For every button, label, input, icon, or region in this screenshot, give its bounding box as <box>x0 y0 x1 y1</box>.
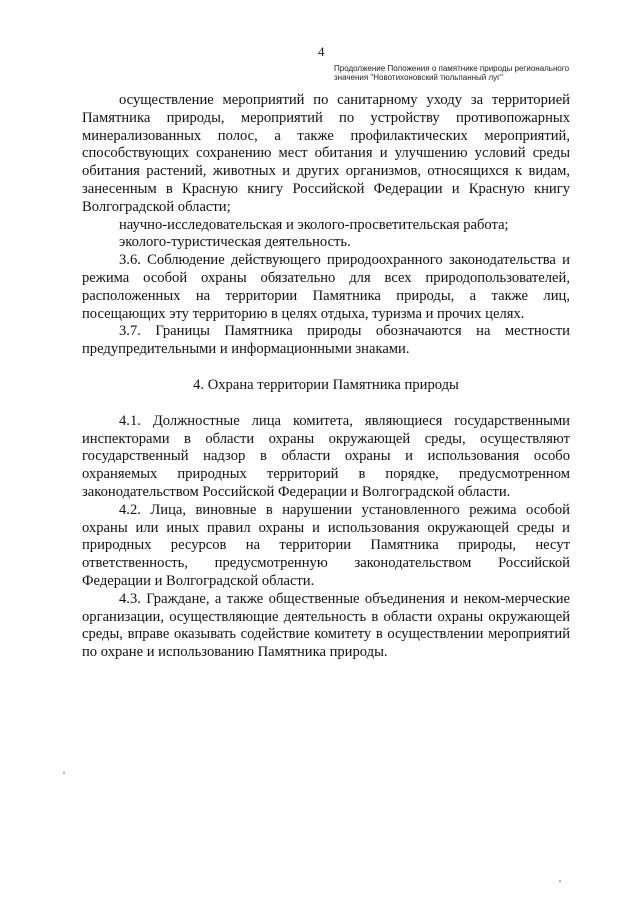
scan-speck <box>63 772 65 774</box>
section-heading: 4. Охрана территории Памятника природы <box>193 376 459 393</box>
paragraph-3-7: 3.7. Границы Памятника природы обозначаются на местности предупредительными и информационными знаками. <box>82 323 570 358</box>
paragraph-4-3: 4.3. Граждане, а также общественные объединения и неком-мерческие организации, осуществляющие деятельность в области охраны окружающей среды, вправе оказывать содействие комитету в осуществлении мероприятий по охране и использованию Памятника природы. <box>82 590 570 661</box>
page-number: 4 <box>318 44 325 59</box>
scan-speck <box>559 880 561 882</box>
paragraph-3-6: 3.6. Соблюдение действующего природоохранного законодательства и режима особой охраны обязательно для всех природопользователей, расположенных на территории Памятника природы, а также лиц, посещающих эту территорию в целях отдыха, туризма и прочих целях. <box>82 252 570 322</box>
paragraph-research-work: научно-исследовательская и эколого-просветительская работа; <box>119 216 509 233</box>
header-note-line-1: Продолжение Положения о памятнике природы регионального <box>334 64 570 73</box>
header-note <box>334 64 584 82</box>
paragraph-4-1: 4.1. Должностные лица комитета, являющиеся государственными инспекторами в области охраны окружающей среды, осуществляют государственный надзор в области охраны и использования особо охраняемых природных территорий в порядке, предусмотренном законодательством Российской Федерации и Волгоградской области. <box>82 412 570 500</box>
paragraph-4-2: 4.2. Лица, виновные в нарушении установленного режима особой охраны или иных правил охраны и использования окружающей среды и природных ресурсов на территории Памятника природы, несут ответственность, предусмотренную законодательством Российской Федерации и Волгоградской области. <box>82 501 570 589</box>
header-note-line-2: значения "Новотихоновский тюльпанный луг" <box>334 73 503 82</box>
paragraph-eco-tourism: эколого-туристическая деятельность. <box>119 234 351 251</box>
paragraph-measures-list: осуществление мероприятий по санитарному уходу за территорией Памятника природы, мероприятий по устройству противопожарных минерализованных полос, а также профилактических мероприятий, способствующих сохранению мест обитания и улучшению условий среды обитания растений, животных и других организмов, относящихся к видам, занесенным в Красную книгу Российской Федерации и Красную книгу Волгоградской области; <box>82 92 570 215</box>
document-body <box>82 92 570 662</box>
